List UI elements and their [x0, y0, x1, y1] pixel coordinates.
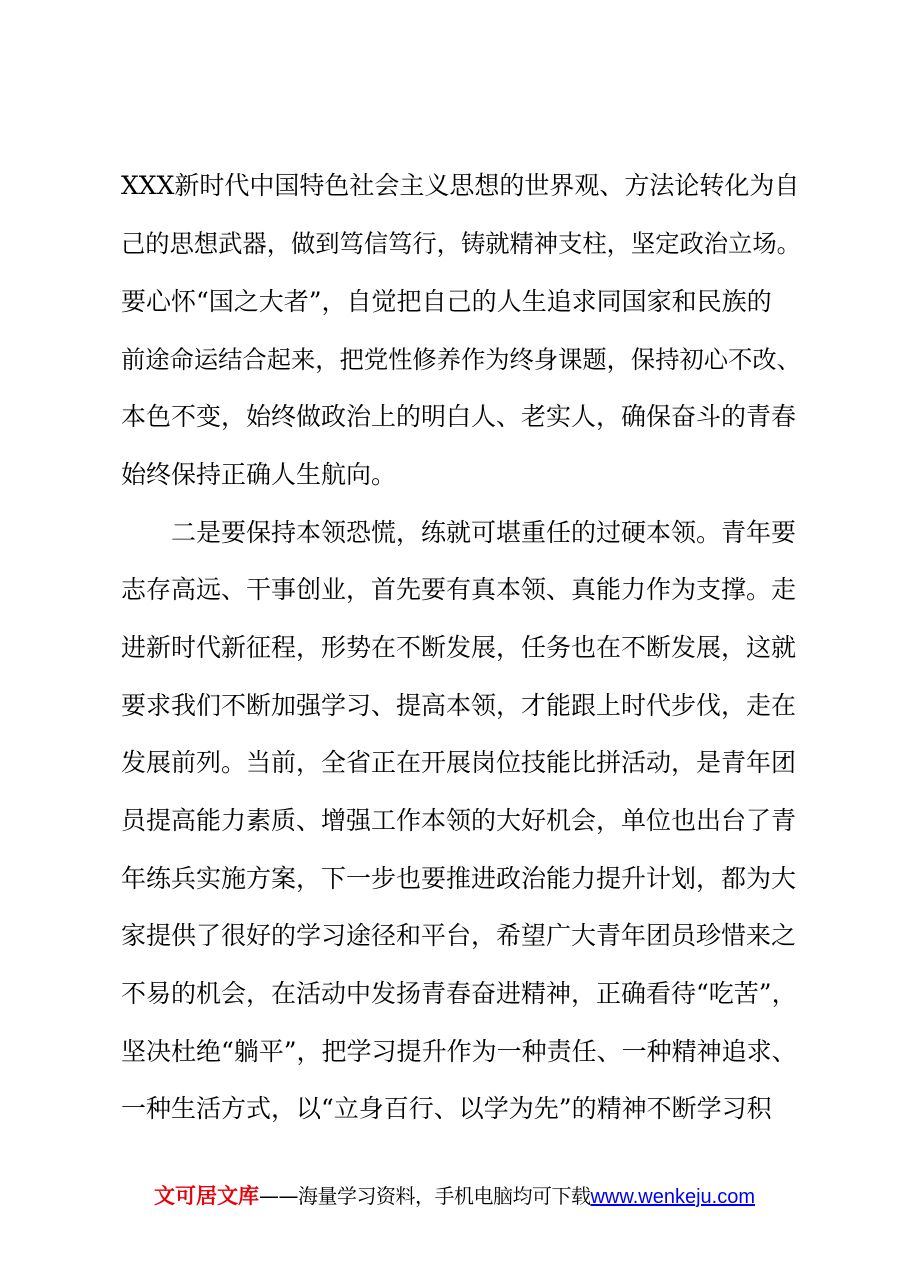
body-text-line: 要求我们不断加强学习、提高本领，才能跟上时代步伐，走在	[121, 691, 797, 720]
body-text-line: XXX新时代中国特色社会主义思想的世界观、方法论转化为自	[121, 171, 800, 200]
body-text-line: 前途命运结合起来，把党性修养作为终身课题，保持初心不改、	[121, 345, 801, 374]
body-text-line: 家提供了很好的学习途径和平台，希望广大青年团员珍惜来之	[121, 921, 797, 950]
body-text-line: 本色不变，始终做政治上的明白人、老实人，确保奋斗的青春	[121, 402, 797, 431]
footer-website-link[interactable]: www.wenkeju.com	[590, 1186, 755, 1208]
footer-brand: 文可居文库	[153, 1184, 259, 1208]
body-text-line: 始终保持正确人生航向。	[121, 460, 397, 489]
footer-tagline: ——海量学习资料，手机电脑均可下载	[258, 1184, 591, 1208]
body-text-line: 坚决杜绝“躺平”，把学习提升作为一种责任、一种精神追求、	[121, 1037, 797, 1066]
body-text-line: 二是要保持本领恐慌，练就可堪重任的过硬本领。青年要	[121, 518, 797, 547]
body-text-line: 志存高远、干事创业，首先要有真本领、真能力作为支撑。走	[121, 575, 797, 604]
body-text-line: 己的思想武器，做到笃信笃行，铸就精神支柱，坚定政治立场。	[121, 229, 801, 258]
page-footer	[0, 1181, 909, 1212]
body-text-line: 员提高能力素质、增强工作本领的大好机会，单位也出台了青	[121, 806, 797, 835]
body-text-line: 发展前列。当前，全省正在开展岗位技能比拼活动，是青年团	[121, 748, 797, 777]
body-text-line: 要心怀“国之大者”，自觉把自己的人生追求同国家和民族的	[121, 287, 772, 316]
body-text-line: 不易的机会，在活动中发扬青春奋进精神，正确看待“吃苦”，	[121, 979, 797, 1008]
body-text-line: 年练兵实施方案，下一步也要推进政治能力提升计划，都为大	[121, 864, 797, 893]
body-text-line: 一种生活方式，以“立身百行、以学为先”的精神不断学习积	[121, 1094, 772, 1123]
body-text-line: 进新时代新征程，形势在不断发展，任务也在不断发展，这就	[121, 633, 797, 662]
